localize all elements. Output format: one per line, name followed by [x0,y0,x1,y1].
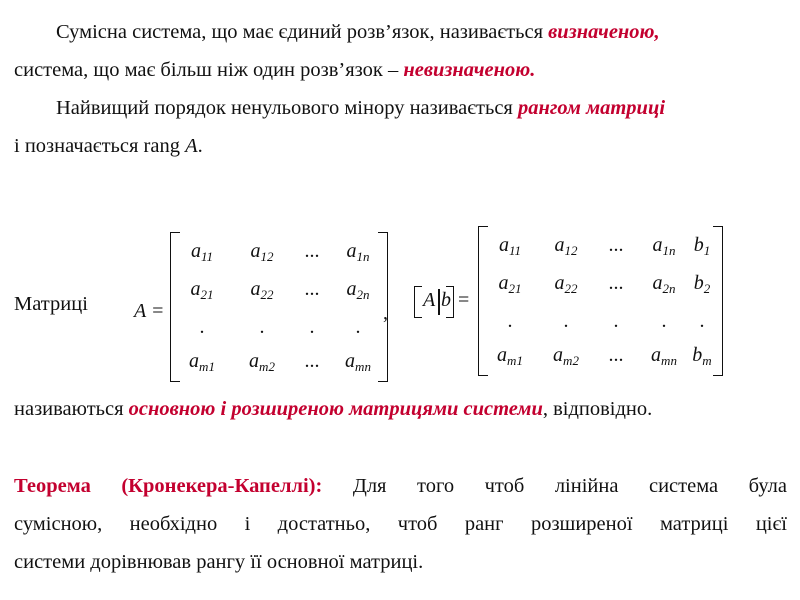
matrix-comma: , [383,302,388,324]
text: Найвищий порядок ненульового мінору називається [56,97,518,119]
term-matrix-rank: рангом матриці [517,97,666,119]
punct: , [654,21,660,43]
matrix-cell: . [309,316,315,338]
text: , відповідно. [542,398,653,420]
var-A: A [185,135,198,157]
matrix-cell: $a_{22}$ [554,272,578,296]
matrices-label: Матриці [14,293,88,315]
matrix-cell: $a_{21}$ [498,272,522,296]
term-undefined: невизначеною [403,59,531,81]
paragraph1-line1 [56,20,787,44]
matrix-cell: $a_{12}$ [554,234,578,258]
matrix-cell: $a_{11}$ [190,240,214,264]
matrix-cell: $a_{m2}$ [249,350,275,374]
matrix-cell: ... [608,234,624,256]
matrix-cell: . [563,310,569,332]
matrix-cell: $a_{mn}$ [345,350,371,374]
matrix-cell: . [199,316,205,338]
matrix-A [170,232,388,382]
matrix-A-lhs [134,300,164,323]
text: система, що має більш ніж один розв’язок – [14,59,404,81]
matrix-cell: $a_{m1}$ [497,344,523,368]
matrix-cell: . [661,310,667,332]
matrix-cell: $b_1$ [693,234,711,258]
left-bracket [478,226,488,376]
right-bracket [713,226,723,376]
matrix-cell: $a_{1n}$ [652,234,676,258]
text: Сумісна система, що має єдиний розв’язок, називається [56,21,549,43]
matrix-cell: ... [608,344,624,366]
paragraph2-line2 [14,134,203,158]
matrix-cell: $a_{12}$ [250,240,274,264]
A-equals: A = [134,300,165,322]
matrix-cell: $a_{m2}$ [553,344,579,368]
matrix-cell: . [507,310,513,332]
matrix-augmented [478,226,723,376]
matrix-cell: . [699,310,705,332]
paragraph1-line2 [14,58,535,82]
text: називаються [14,398,129,420]
matrix-cell: . [613,310,619,332]
matrix-cell: $b_2$ [693,272,711,296]
text: і позначається rang [14,135,186,157]
punct: . [530,59,536,81]
lhs-b: b [441,289,451,311]
paragraph3 [14,397,652,421]
matrix-cell: ... [304,350,320,372]
matrix-cell: ... [304,240,320,262]
matrix-cell: $a_{21}$ [190,278,214,302]
matrix-cell: . [355,316,361,338]
term-main-extended-matrices: основною і розширеною матрицями системи [128,398,543,420]
matrix-cell: $a_{m1}$ [189,350,215,374]
term-defined: визначеною [548,21,655,43]
matrix-cell: $a_{mn}$ [651,344,677,368]
matrix-cell: ... [608,272,624,294]
theorem-line1 [14,474,787,498]
matrix-cell: $a_{11}$ [498,234,522,258]
matrix-cell: $a_{1n}$ [346,240,370,264]
theorem-line3: системи дорівнював рангу її основної матриці. [14,551,424,573]
matrix-cell: $a_{2n}$ [652,272,676,296]
lhs-A: A [423,289,436,311]
left-bracket [170,232,180,382]
lhs-left-bracket [414,286,422,318]
matrix-cell: ... [304,278,320,300]
matrix-cell: . [259,316,265,338]
punct: . [197,135,203,157]
matrix-cell: $a_{2n}$ [346,278,370,302]
text: Для того чтоб лінійна система була [322,475,787,497]
theorem-label: Теорема (Кронекера-Капеллі): [14,475,323,497]
matrix-cell: $a_{22}$ [250,278,274,302]
paragraph2-line1 [56,96,665,120]
matrix-cell: $b_m$ [692,344,712,368]
equals-sign: = [458,289,470,311]
lhs-separator [438,289,440,315]
theorem-line2: сумісною, необхідно і достатньо, чтоб ранг розширеної матриці цієї [14,513,787,535]
